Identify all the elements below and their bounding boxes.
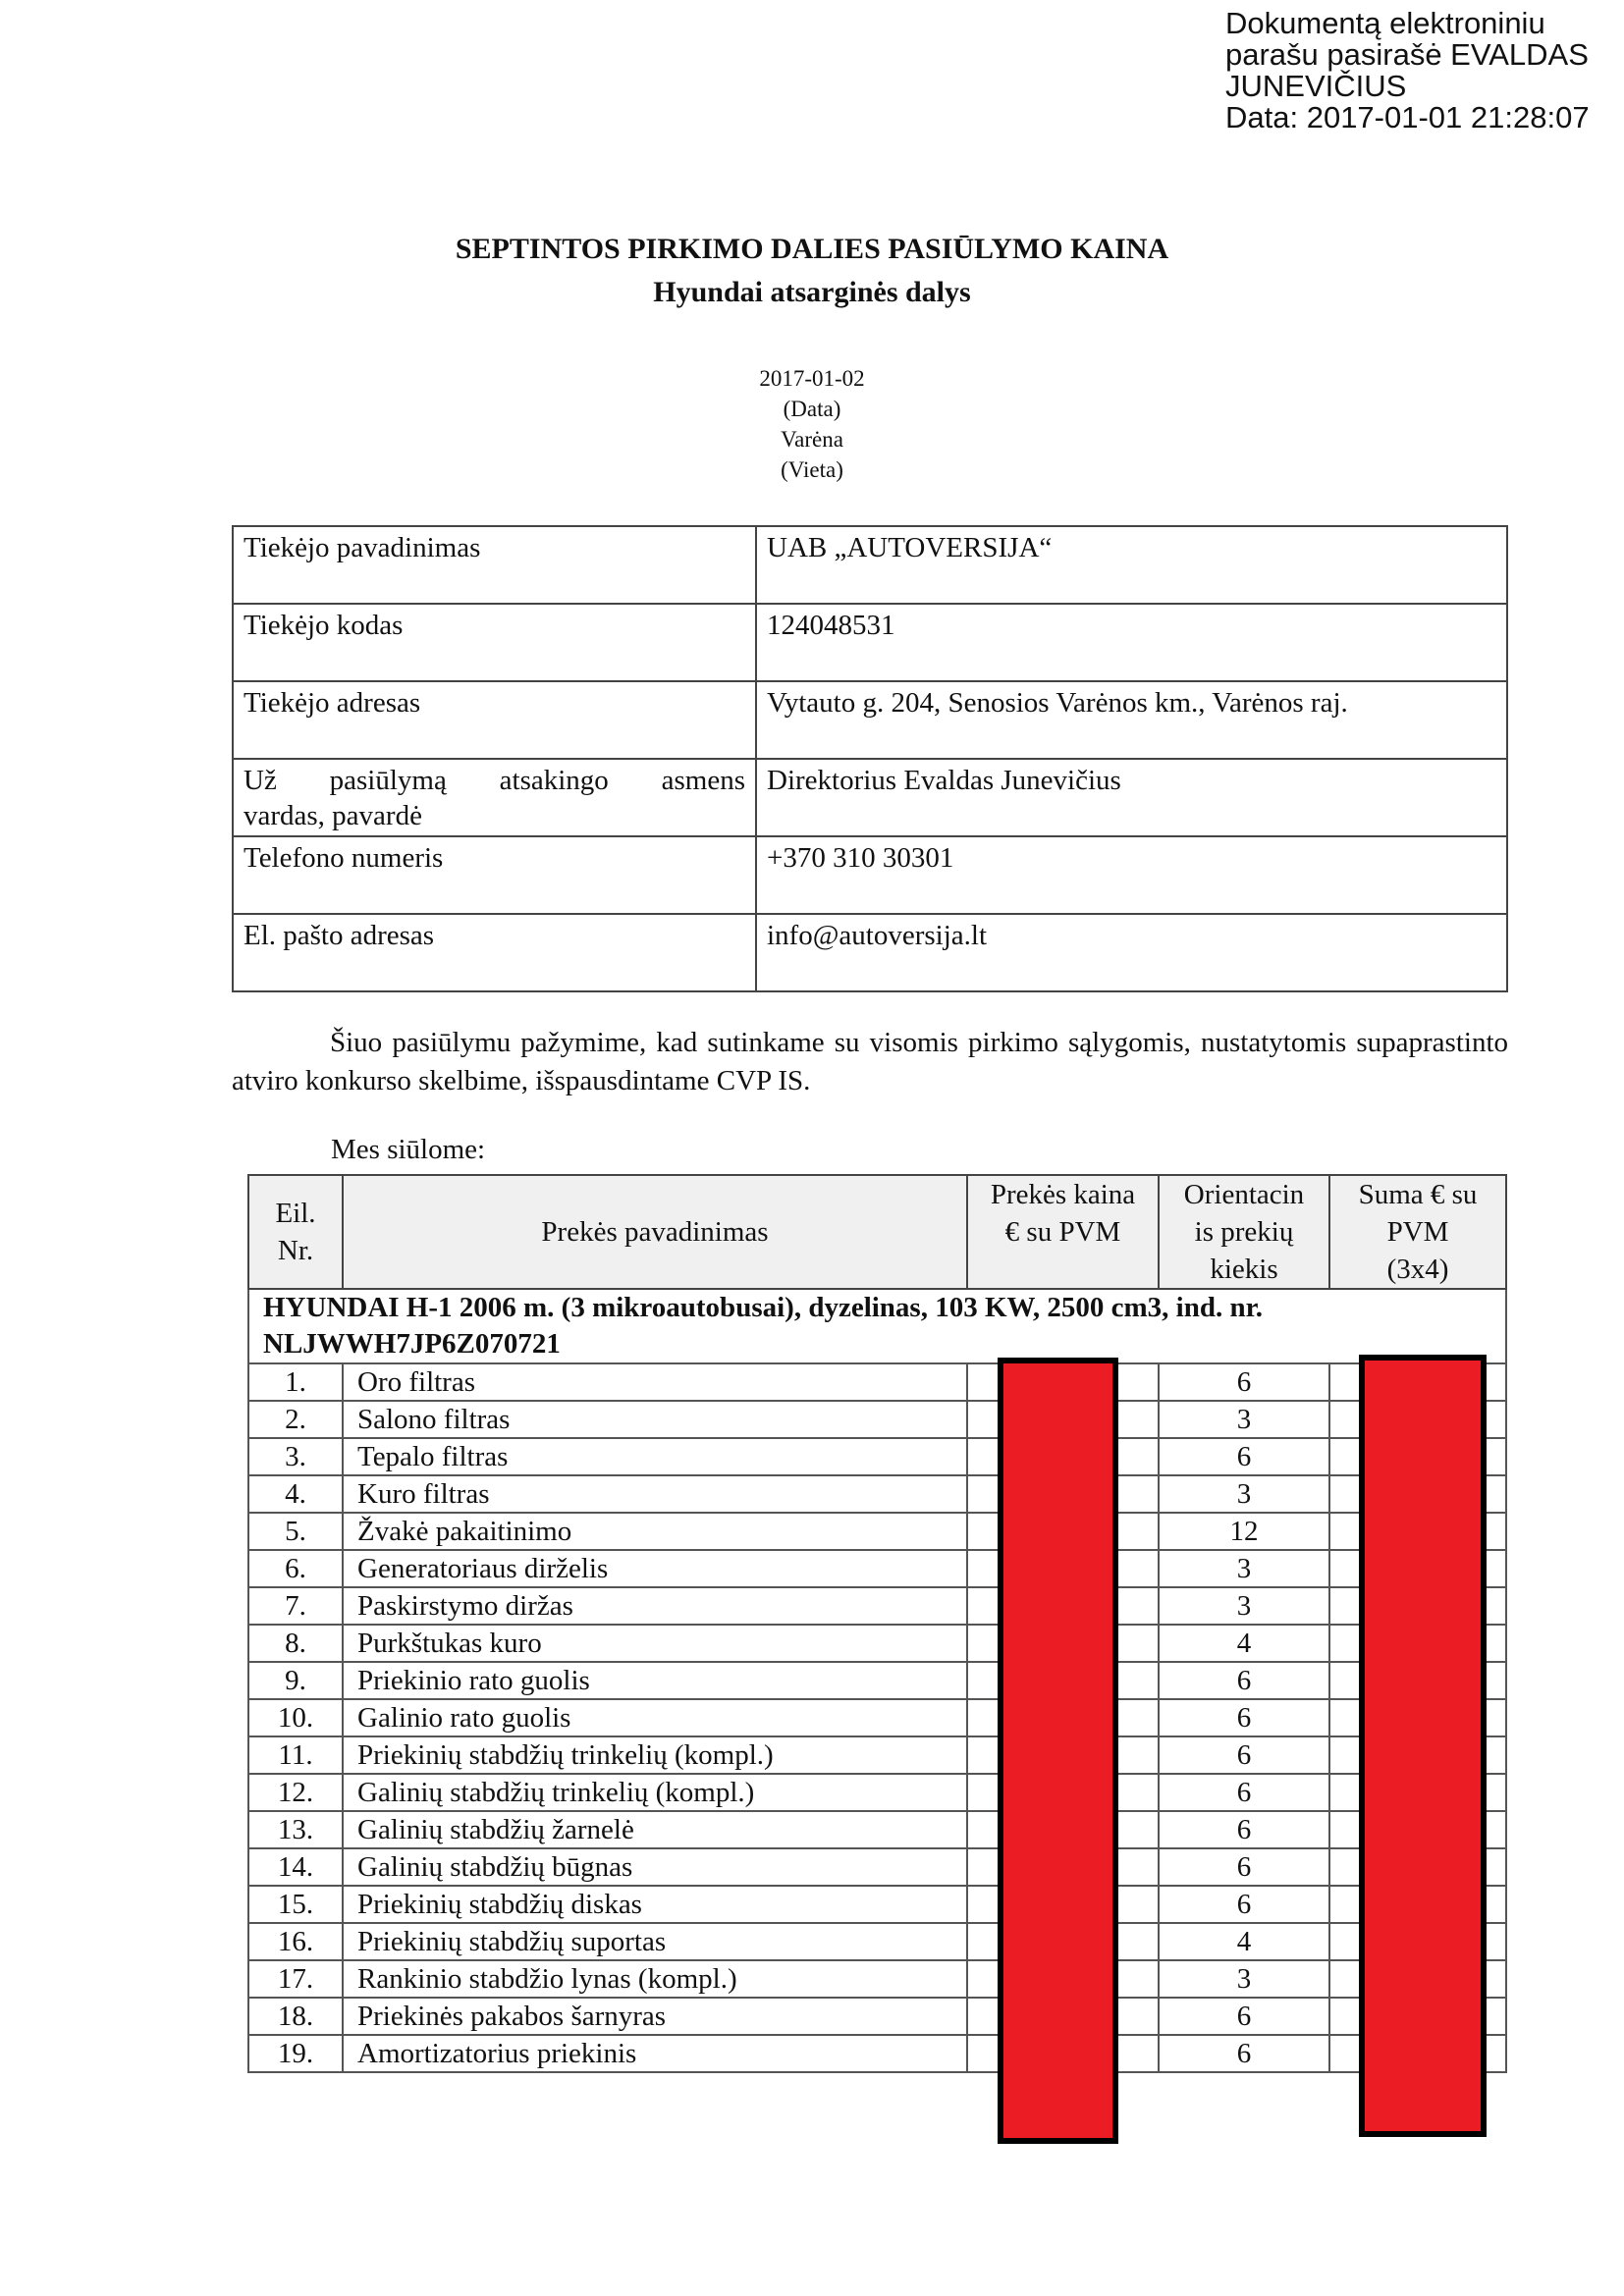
row-nr: 10.	[248, 1699, 343, 1736]
sum-column-redaction	[1359, 1355, 1487, 2137]
supplier-code-value: 124048531	[756, 604, 1507, 681]
table-row	[233, 759, 1507, 836]
header-sum-line: PVM	[1386, 1216, 1449, 1248]
header-quantity-line: Orientacin	[1183, 1179, 1305, 1210]
row-nr: 12.	[248, 1774, 343, 1811]
row-name: Amortizatorius priekinis	[343, 2035, 967, 2072]
phone-value: +370 310 30301	[756, 836, 1507, 914]
table-row	[248, 1513, 1506, 1550]
offer-intro: Mes siūlome:	[331, 1134, 486, 1165]
row-quantity: 6	[1159, 1363, 1329, 1401]
supplier-name-value: UAB „AUTOVERSIJA“	[756, 526, 1507, 604]
vehicle-description-line: HYUNDAI H-1 2006 m. (3 mikroautobusai), dyzelinas, 103 KW, 2500 cm3, ind. nr.	[263, 1292, 1264, 1323]
table-header-row	[248, 1175, 1506, 1289]
table-row	[248, 1998, 1506, 2035]
row-nr: 8.	[248, 1625, 343, 1662]
row-nr: 17.	[248, 1960, 343, 1998]
header-nr	[248, 1175, 343, 1289]
supplier-info-table	[232, 525, 1508, 992]
table-row	[248, 1699, 1506, 1736]
table-row	[248, 1550, 1506, 1587]
email-label: El. pašto adresas	[233, 914, 756, 991]
row-name: Oro filtras	[343, 1363, 967, 1401]
row-quantity: 3	[1159, 1587, 1329, 1625]
header-name: Prekės pavadinimas	[343, 1175, 967, 1289]
header-nr-line: Eil.	[275, 1198, 316, 1229]
row-quantity: 3	[1159, 1475, 1329, 1513]
supplier-address-label: Tiekėjo adresas	[233, 681, 756, 759]
responsible-person-label-line1: Už pasiūlymą atsakingo asmens	[244, 765, 745, 796]
header-price	[967, 1175, 1159, 1289]
statement-paragraph: Šiuo pasiūlymu pažymime, kad sutinkame su visomis pirkimo sąlygomis, nustatytomis supaprastinto atviro konkurso skelbime, išspausdintame CVP IS.	[232, 1027, 1508, 1096]
row-name: Priekinės pakabos šarnyras	[343, 1998, 967, 2035]
row-name: Galinių stabdžių būgnas	[343, 1848, 967, 1886]
date-value: 2017-01-02	[759, 366, 865, 391]
row-name: Generatoriaus dirželis	[343, 1550, 967, 1587]
row-nr: 18.	[248, 1998, 343, 2035]
date-label: (Data)	[783, 397, 841, 421]
vehicle-description	[248, 1289, 1506, 1363]
digital-signature-stamp	[1225, 8, 1590, 133]
row-name: Salono filtras	[343, 1401, 967, 1438]
place-value: Varėna	[781, 427, 843, 452]
table-row	[248, 1960, 1506, 1998]
document-subtitle: Hyundai atsarginės dalys	[653, 276, 971, 308]
row-quantity: 6	[1159, 1811, 1329, 1848]
row-nr: 5.	[248, 1513, 343, 1550]
table-row	[233, 604, 1507, 681]
row-quantity: 6	[1159, 1848, 1329, 1886]
row-name: Rankinio stabdžio lynas (kompl.)	[343, 1960, 967, 1998]
table-row	[248, 1662, 1506, 1699]
header-price-line: Prekės kaina	[990, 1179, 1136, 1210]
row-nr: 13.	[248, 1811, 343, 1848]
vehicle-vin: NLJWWH7JP6Z070721	[263, 1328, 561, 1360]
header-nr-line: Nr.	[277, 1235, 314, 1266]
date-place-block	[0, 363, 1624, 485]
supplier-address-value: Vytauto g. 204, Senosios Varėnos km., Varėnos raj.	[756, 681, 1507, 759]
row-quantity: 6	[1159, 1886, 1329, 1923]
table-row	[233, 526, 1507, 604]
row-nr: 2.	[248, 1401, 343, 1438]
table-row	[248, 1401, 1506, 1438]
row-quantity: 3	[1159, 1960, 1329, 1998]
table-row	[233, 914, 1507, 991]
table-row	[248, 1811, 1506, 1848]
row-quantity: 6	[1159, 1774, 1329, 1811]
supplier-name-label: Tiekėjo pavadinimas	[233, 526, 756, 604]
table-row	[248, 1438, 1506, 1475]
row-nr: 19.	[248, 2035, 343, 2072]
row-name: Priekinio rato guolis	[343, 1662, 967, 1699]
responsible-person-label-line2: vardas, pavardė	[244, 800, 422, 831]
table-row	[248, 2035, 1506, 2072]
table-row	[248, 1923, 1506, 1960]
row-quantity: 6	[1159, 1699, 1329, 1736]
row-quantity: 6	[1159, 2035, 1329, 2072]
signature-date: Data: 2017-01-01 21:28:07	[1225, 100, 1590, 134]
row-nr: 6.	[248, 1550, 343, 1587]
header-quantity-line: kiekis	[1210, 1254, 1278, 1285]
document-title: SEPTINTOS PIRKIMO DALIES PASIŪLYMO KAINA	[455, 233, 1169, 265]
signature-line: Dokumentą elektroniniu	[1225, 6, 1545, 40]
items-table	[247, 1174, 1507, 2073]
row-quantity: 4	[1159, 1923, 1329, 1960]
header-sum	[1329, 1175, 1506, 1289]
row-name: Galinių stabdžių žarnelė	[343, 1811, 967, 1848]
header-quantity	[1159, 1175, 1329, 1289]
table-row	[248, 1774, 1506, 1811]
table-row	[248, 1625, 1506, 1662]
table-row	[248, 1886, 1506, 1923]
email-value: info@autoversija.lt	[756, 914, 1507, 991]
responsible-person-label	[233, 759, 756, 836]
supplier-code-label: Tiekėjo kodas	[233, 604, 756, 681]
row-quantity: 6	[1159, 1662, 1329, 1699]
row-name: Galinio rato guolis	[343, 1699, 967, 1736]
row-quantity: 6	[1159, 1998, 1329, 2035]
responsible-person-value: Direktorius Evaldas Junevičius	[756, 759, 1507, 836]
row-name: Paskirstymo diržas	[343, 1587, 967, 1625]
phone-label: Telefono numeris	[233, 836, 756, 914]
price-column-redaction	[998, 1358, 1118, 2144]
row-name: Priekinių stabdžių suportas	[343, 1923, 967, 1960]
table-row	[233, 836, 1507, 914]
header-quantity-line: is prekių	[1194, 1216, 1294, 1248]
row-nr: 7.	[248, 1587, 343, 1625]
header-price-line: € su PVM	[1004, 1216, 1121, 1248]
table-row	[248, 1475, 1506, 1513]
table-row	[248, 1363, 1506, 1401]
row-nr: 14.	[248, 1848, 343, 1886]
row-name: Žvakė pakaitinimo	[343, 1513, 967, 1550]
row-nr: 16.	[248, 1923, 343, 1960]
signature-line: parašu pasirašė EVALDAS	[1225, 37, 1589, 72]
header-sum-line: Suma € su	[1358, 1179, 1478, 1210]
row-name: Priekinių stabdžių trinkelių (kompl.)	[343, 1736, 967, 1774]
row-nr: 9.	[248, 1662, 343, 1699]
row-quantity: 3	[1159, 1401, 1329, 1438]
table-row	[248, 1736, 1506, 1774]
table-row	[248, 1587, 1506, 1625]
signature-line: JUNEVIČIUS	[1225, 69, 1407, 103]
row-quantity: 12	[1159, 1513, 1329, 1550]
vehicle-row	[248, 1289, 1506, 1363]
table-row	[248, 1848, 1506, 1886]
row-nr: 4.	[248, 1475, 343, 1513]
row-quantity: 3	[1159, 1550, 1329, 1587]
row-nr: 3.	[248, 1438, 343, 1475]
row-name: Tepalo filtras	[343, 1438, 967, 1475]
place-label: (Vieta)	[781, 457, 843, 482]
row-nr: 1.	[248, 1363, 343, 1401]
row-quantity: 6	[1159, 1438, 1329, 1475]
row-quantity: 6	[1159, 1736, 1329, 1774]
row-name: Galinių stabdžių trinkelių (kompl.)	[343, 1774, 967, 1811]
row-name: Kuro filtras	[343, 1475, 967, 1513]
row-nr: 11.	[248, 1736, 343, 1774]
row-quantity: 4	[1159, 1625, 1329, 1662]
row-name: Purkštukas kuro	[343, 1625, 967, 1662]
table-row	[233, 681, 1507, 759]
row-name: Priekinių stabdžių diskas	[343, 1886, 967, 1923]
header-sum-line: (3x4)	[1386, 1254, 1449, 1285]
row-nr: 15.	[248, 1886, 343, 1923]
